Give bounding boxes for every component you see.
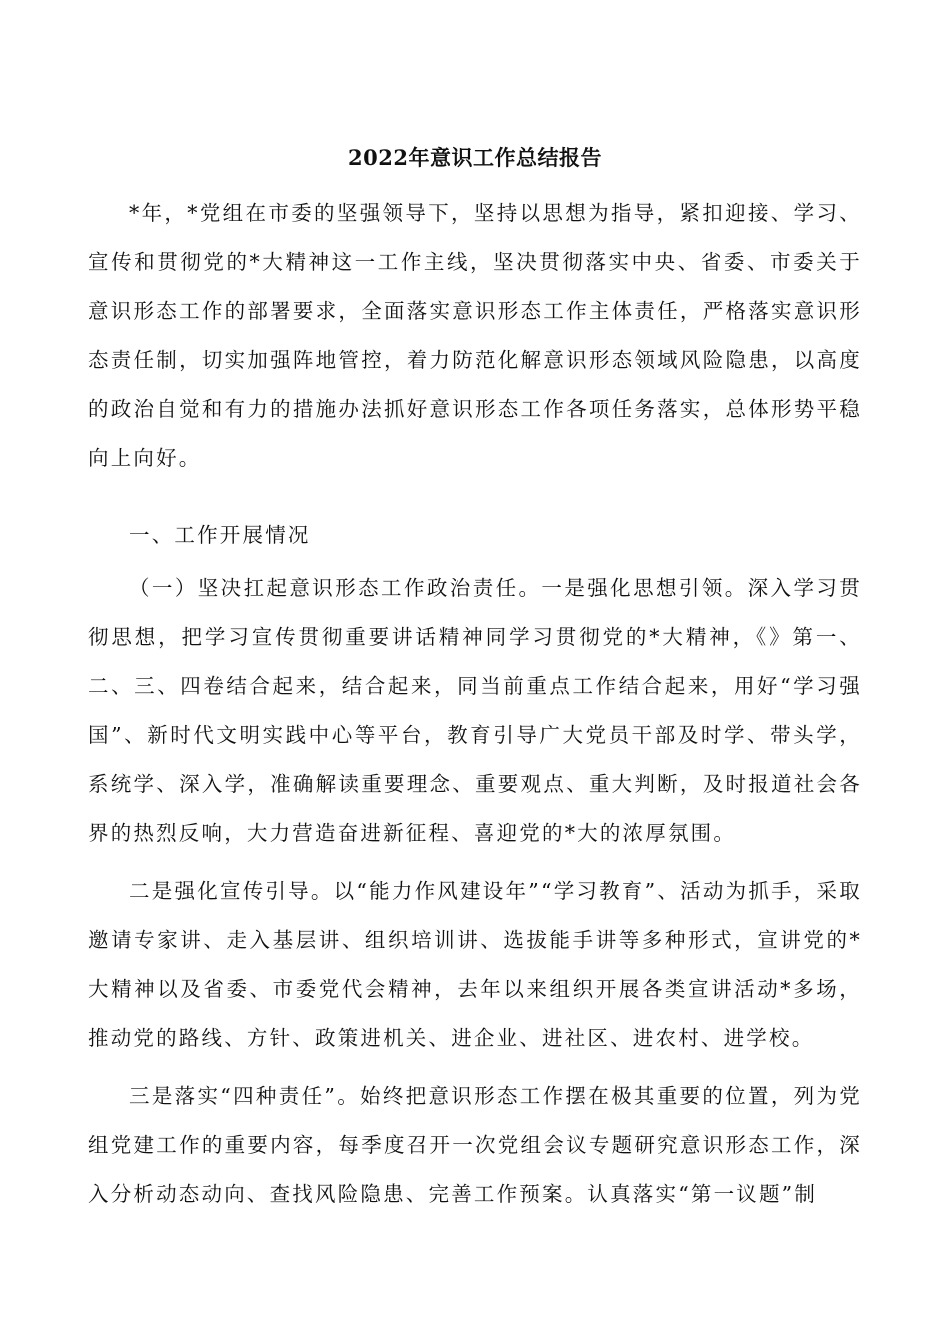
document-title: 2022年意识工作总结报告: [348, 145, 602, 170]
paragraph-publicity-guidance: 二是强化宣传引导。以“能力作风建设年”“学习教育”、活动为抓手，采取邀请专家讲、走入基层讲、组织培训讲、选拔能手讲等多种形式，宣讲党的*大精神以及省委、市委党代会精神，去年以来组织开展各类宣讲活动*多场，推动党的路线、方针、政策进机关、进企业、进社区、进农村、进学校。: [88, 878, 862, 1050]
paragraph-four-responsibilities: 三是落实“四种责任”。始终把意识形态工作摆在极其重要的位置，列为党组党建工作的重要内容，每季度召开一次党组会议专题研究意识形态工作，深入分析动态动向、查找风险隐患、完善工作预案。认真落实“第一议题”制: [88, 1083, 862, 1206]
paragraph-intro: *年，*党组在市委的坚强领导下，坚持以思想为指导，紧扣迎接、学习、宣传和贯彻党的*大精神这一工作主线，坚决贯彻落实中央、省委、市委关于意识形态工作的部署要求，全面落实意识形态工作主体责任，严格落实意识形态责任制，切实加强阵地管控，着力防范化解意识形态领域风险隐患，以高度的政治自觉和有力的措施办法抓好意识形态工作各项任务落实，总体形势平稳向上向好。: [88, 200, 862, 470]
paragraph-political-responsibility: （一）坚决扛起意识形态工作政治责任。一是强化思想引领。深入学习贯彻思想，把学习宣传贯彻重要讲话精神同学习贯彻党的*大精神，《》第一、二、三、四卷结合起来，结合起来，同当前重点工作结合起来，用好“学习强国”、新时代文明实践中心等平台，教育引导广大党员干部及时学、带头学，系统学、深入学，准确解读重要理念、重要观点、重大判断，及时报道社会各界的热烈反响，大力营造奋进新征程、喜迎党的*大的浓厚氛围。: [88, 575, 862, 845]
section-heading: 一、工作开展情况: [129, 522, 311, 547]
